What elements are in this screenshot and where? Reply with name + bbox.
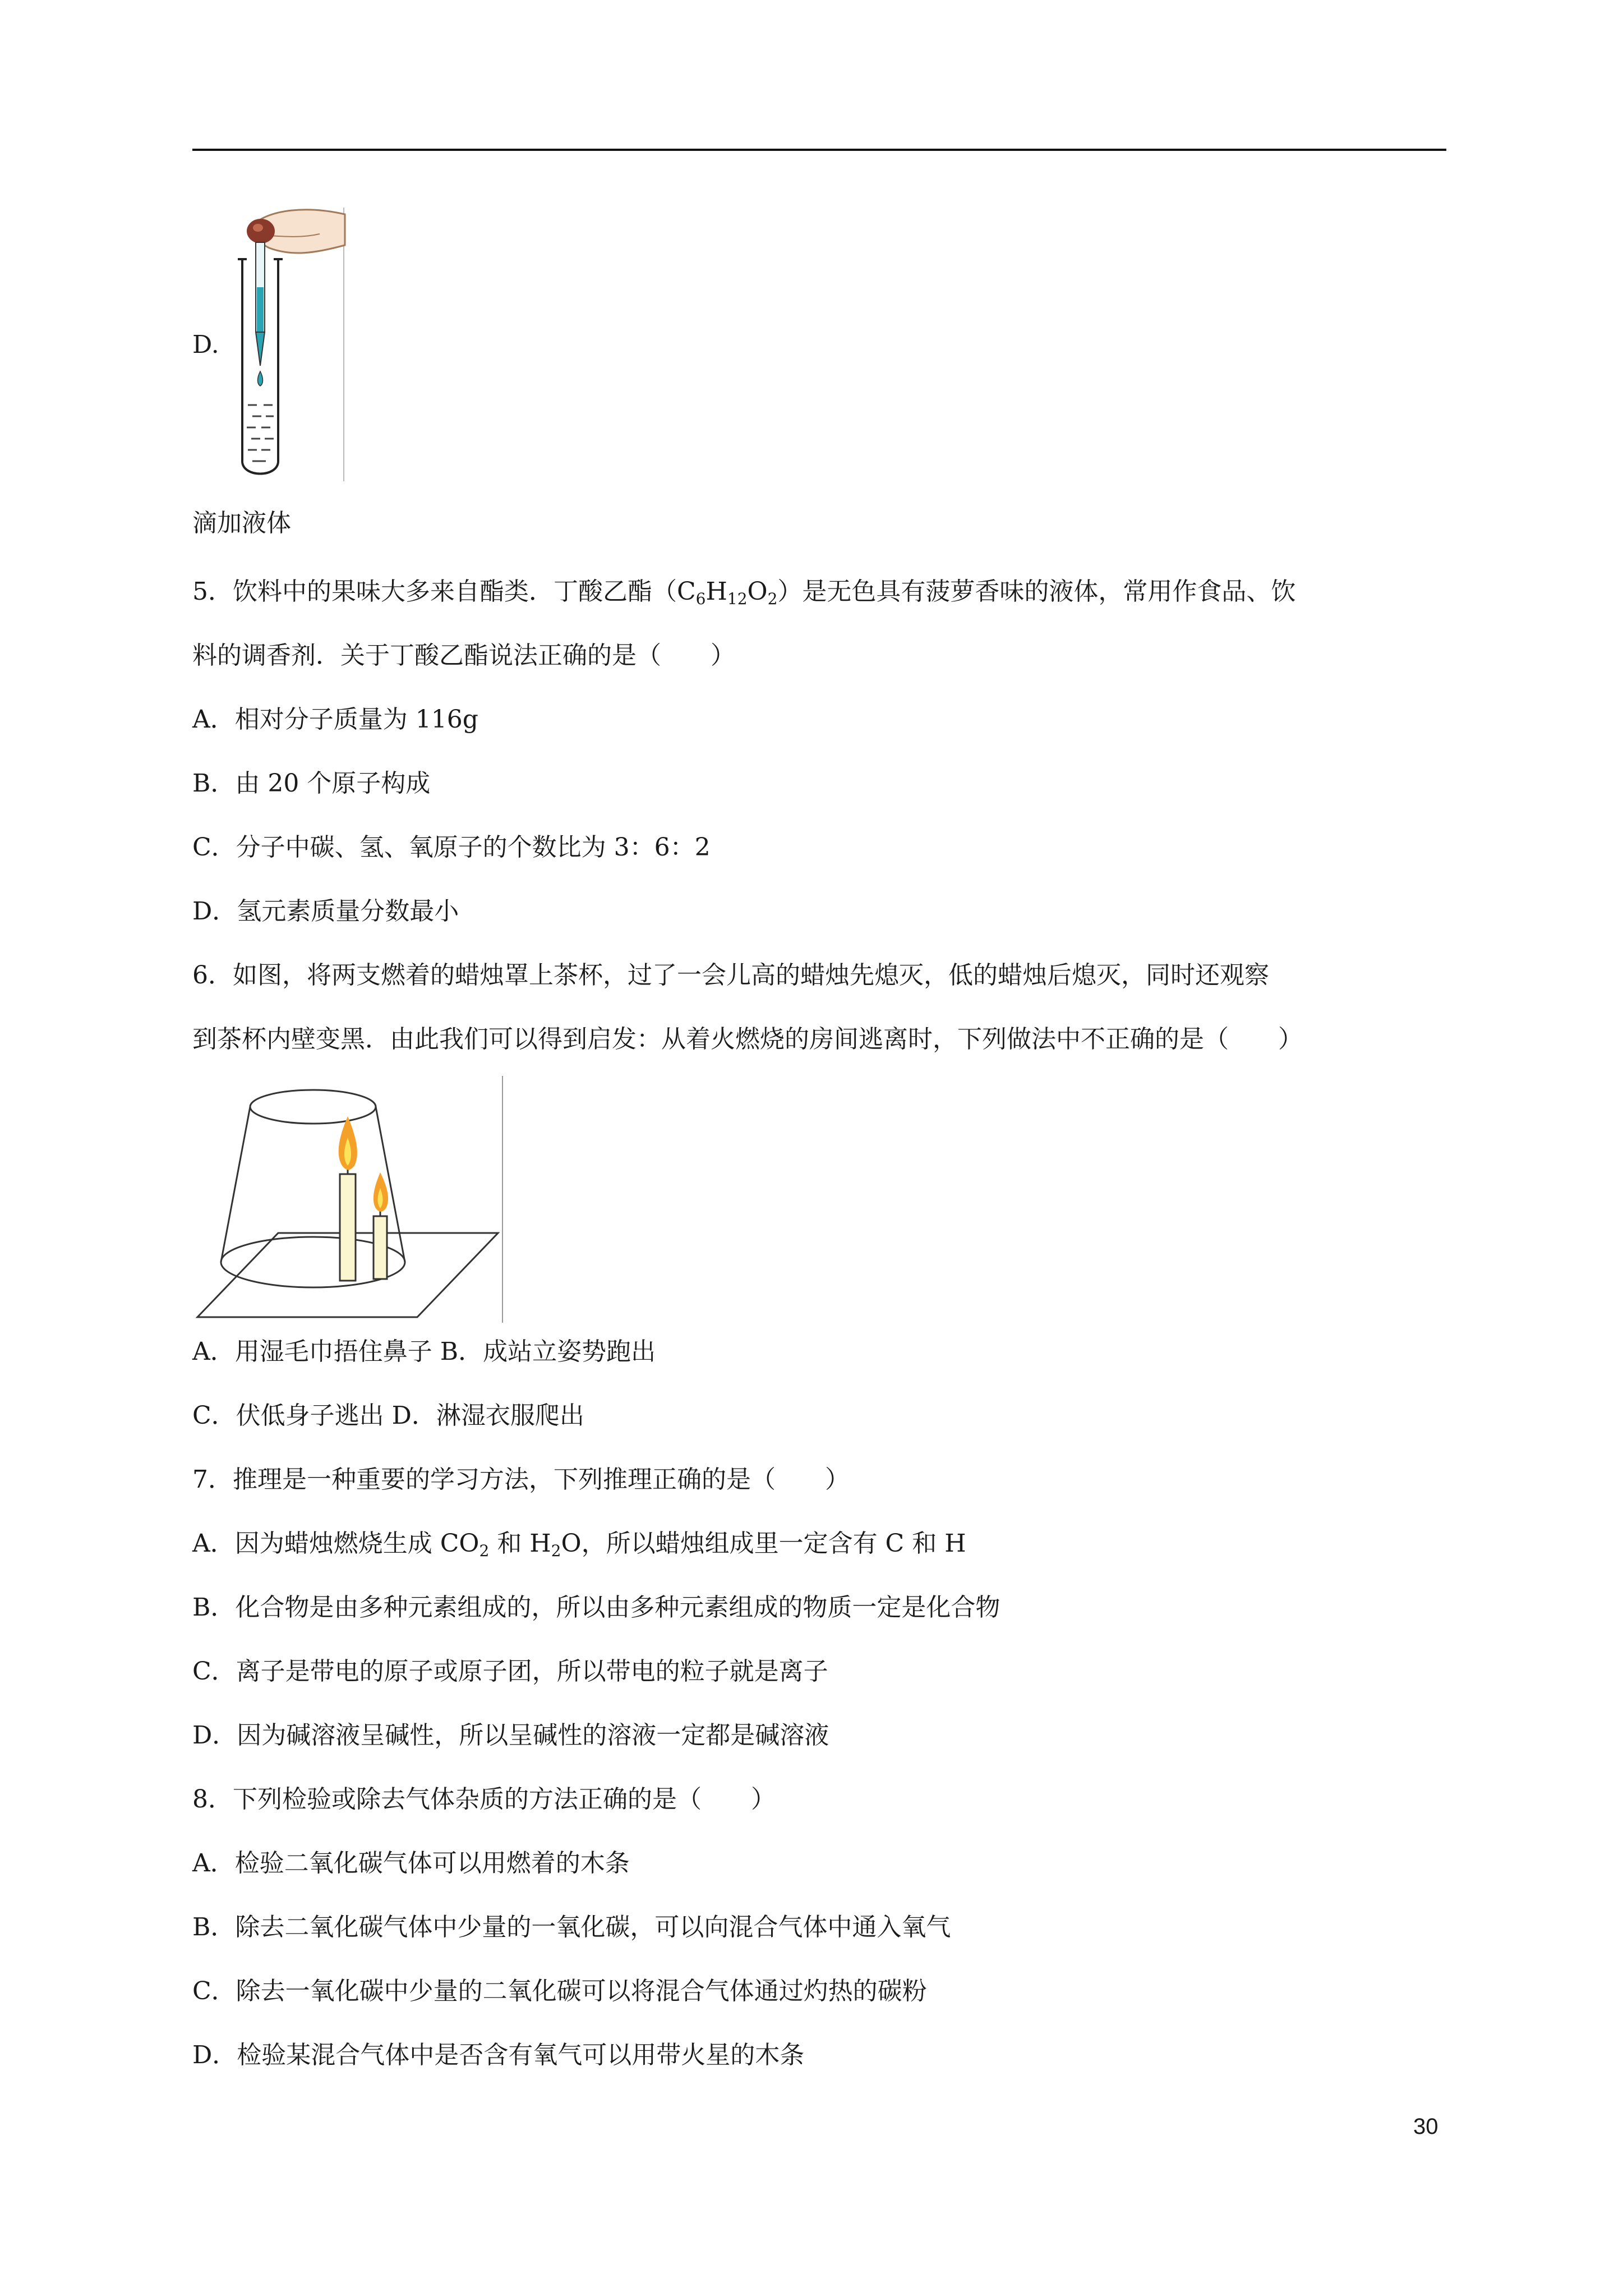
q8-option-b: B．除去二氧化碳气体中少量的一氧化碳，可以向混合气体中通入氧气 (192, 1913, 951, 1941)
q5-stem-line2: 料的调香剂．关于丁酸乙酯说法正确的是（ ） (192, 641, 735, 670)
q7-option-b: B．化合物是由多种元素组成的，所以由多种元素组成的物质一定是化合物 (192, 1593, 1000, 1622)
dropper-test-tube-figure (230, 203, 348, 484)
q8-option-d: D．检验某混合气体中是否含有氧气可以用带火星的木条 (192, 2041, 805, 2069)
q6-options-line2: C．伏低身子逃出 D．淋湿衣服爬出 (192, 1401, 584, 1430)
candles-under-cup-figure (195, 1076, 504, 1323)
header-rule (192, 149, 1446, 151)
q8-option-c: C．除去一氧化碳中少量的二氧化碳可以将混合气体通过灼热的碳粉 (192, 1977, 927, 2005)
q5-stem-line1: 5．饮料中的果味大多来自酯类．丁酸乙酯$(C_6H_{12}O_2)$是无色具有菠萝香味的液体，常用作食品、饮 (192, 577, 1296, 608)
q6-stem-line1: 6．如图，将两支燃着的蜡烛罩上茶杯，过了一会儿高的蜡烛先熄灭，低的蜡烛后熄灭，同时还观察 (192, 961, 1269, 990)
q6-stem-line2: 到茶杯内壁变黑．由此我们可以得到启发：从着火燃烧的房间逃离时，下列做法中不正确的是（ ） (192, 1025, 1303, 1053)
q8-stem: 8．下列检验或除去气体杂质的方法正确的是（ ） (192, 1785, 776, 1814)
q7-stem: 7．推理是一种重要的学习方法，下列推理正确的是（ ） (192, 1465, 850, 1494)
q8-option-a: A．检验二氧化碳气体可以用燃着的木条 (192, 1849, 630, 1878)
option-d-caption: 滴加液体 (192, 509, 291, 537)
q5-option-a: A．相对分子质量为 116g (192, 705, 478, 734)
page-number: 30 (1413, 2114, 1438, 2139)
q5-option-d: D．氢元素质量分数最小 (192, 897, 459, 926)
q5-option-c: C．分子中碳、氢、氧原子的个数比为 3：6：2 (192, 833, 711, 862)
q5-option-b: B．由 20 个原子构成 (192, 769, 431, 798)
q7-option-d: D．因为碱溶液呈碱性，所以呈碱性的溶液一定都是碱溶液 (192, 1721, 829, 1750)
option-d-letter: D. (192, 330, 219, 359)
q7-option-a: A．因为蜡烛燃烧生成 $CO_2$ 和 $H_2O$，所以蜡烛组成里一定含有 C 和 H (192, 1529, 966, 1560)
q6-options-line1: A．用湿毛巾捂住鼻子 B．成站立姿势跑出 (192, 1337, 656, 1366)
q7-option-c: C．离子是带电的原子或原子团，所以带电的粒子就是离子 (192, 1657, 828, 1686)
